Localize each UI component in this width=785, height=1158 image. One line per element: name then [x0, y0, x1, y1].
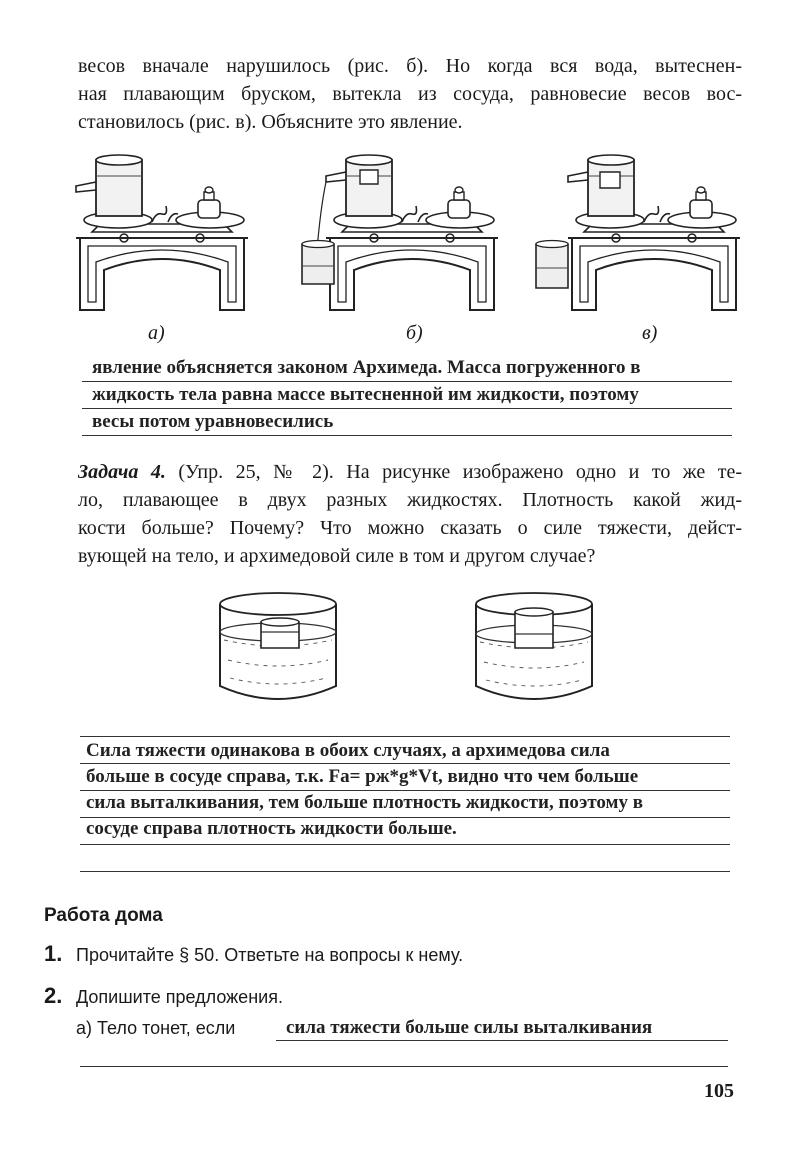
homework-item-2-text: Допишите предложения. — [76, 987, 283, 1007]
task4-line-3: кости больше? Почему? Что можно сказать о силе тяжести, дейст- — [78, 517, 742, 539]
answer2-line-4: сосуде справа плотность жидкости больше. — [86, 818, 457, 839]
intro-line-2: ная плавающим бруском, вытекла из сосуда, равновесие весов вос- — [78, 83, 742, 105]
answer1-line-1: явление объясняется законом Архимеда. Масса погруженного в — [92, 357, 641, 378]
answer1-line-3: весы потом уравновесились — [92, 411, 334, 432]
homework-item-1-number: 1. — [44, 941, 63, 966]
homework-item-2-number: 2. — [44, 983, 63, 1008]
answer2-line-2: больше в сосуде справа, т.к. Fa= pж*g*Vt, видно что чем больше — [86, 766, 639, 787]
caption-a: а) — [148, 322, 165, 344]
task4-label: Задача 4. — [78, 461, 166, 483]
intro-line-1: весов вначале нарушилось (рис. б). Но когда вся вода, вытеснен- — [78, 55, 742, 77]
homework-heading: Работа дома — [44, 905, 163, 926]
task4-line-4: вующей на тело, и архимедовой силе в том и другом случае? — [78, 545, 596, 567]
right-vessel — [476, 593, 592, 699]
answer1-line-2: жидкость тела равна массе вытесненной им жидкости, поэтому — [92, 384, 639, 405]
left-vessel — [220, 593, 336, 699]
intro-line-3: становилось (рис. в). Объясните это явление. — [78, 111, 463, 133]
homework-sub-a-label: а) Тело тонет, если — [76, 1018, 236, 1038]
task4-line-2: ло, плавающее в двух разных жидкостях. Плотность какой жид- — [78, 489, 742, 511]
caption-b: б) — [406, 322, 423, 344]
task4-line-1-rest: (Упр. 25, № 2). На рисунке изображено одно и то же те- — [178, 461, 743, 483]
homework-sub-a-answer: сила тяжести больше силы выталкивания — [286, 1017, 653, 1038]
answer2-line-1: Сила тяжести одинакова в обоих случаях, а архимедова сила — [86, 740, 610, 761]
homework-item-1-text: Прочитайте § 50. Ответьте на вопросы к нему. — [76, 945, 464, 965]
answer2-line-3: сила выталкивания, тем больше плотность жидкости, поэтому в — [86, 792, 644, 813]
caption-v: в) — [642, 322, 658, 344]
page-number: 105 — [704, 1080, 734, 1102]
